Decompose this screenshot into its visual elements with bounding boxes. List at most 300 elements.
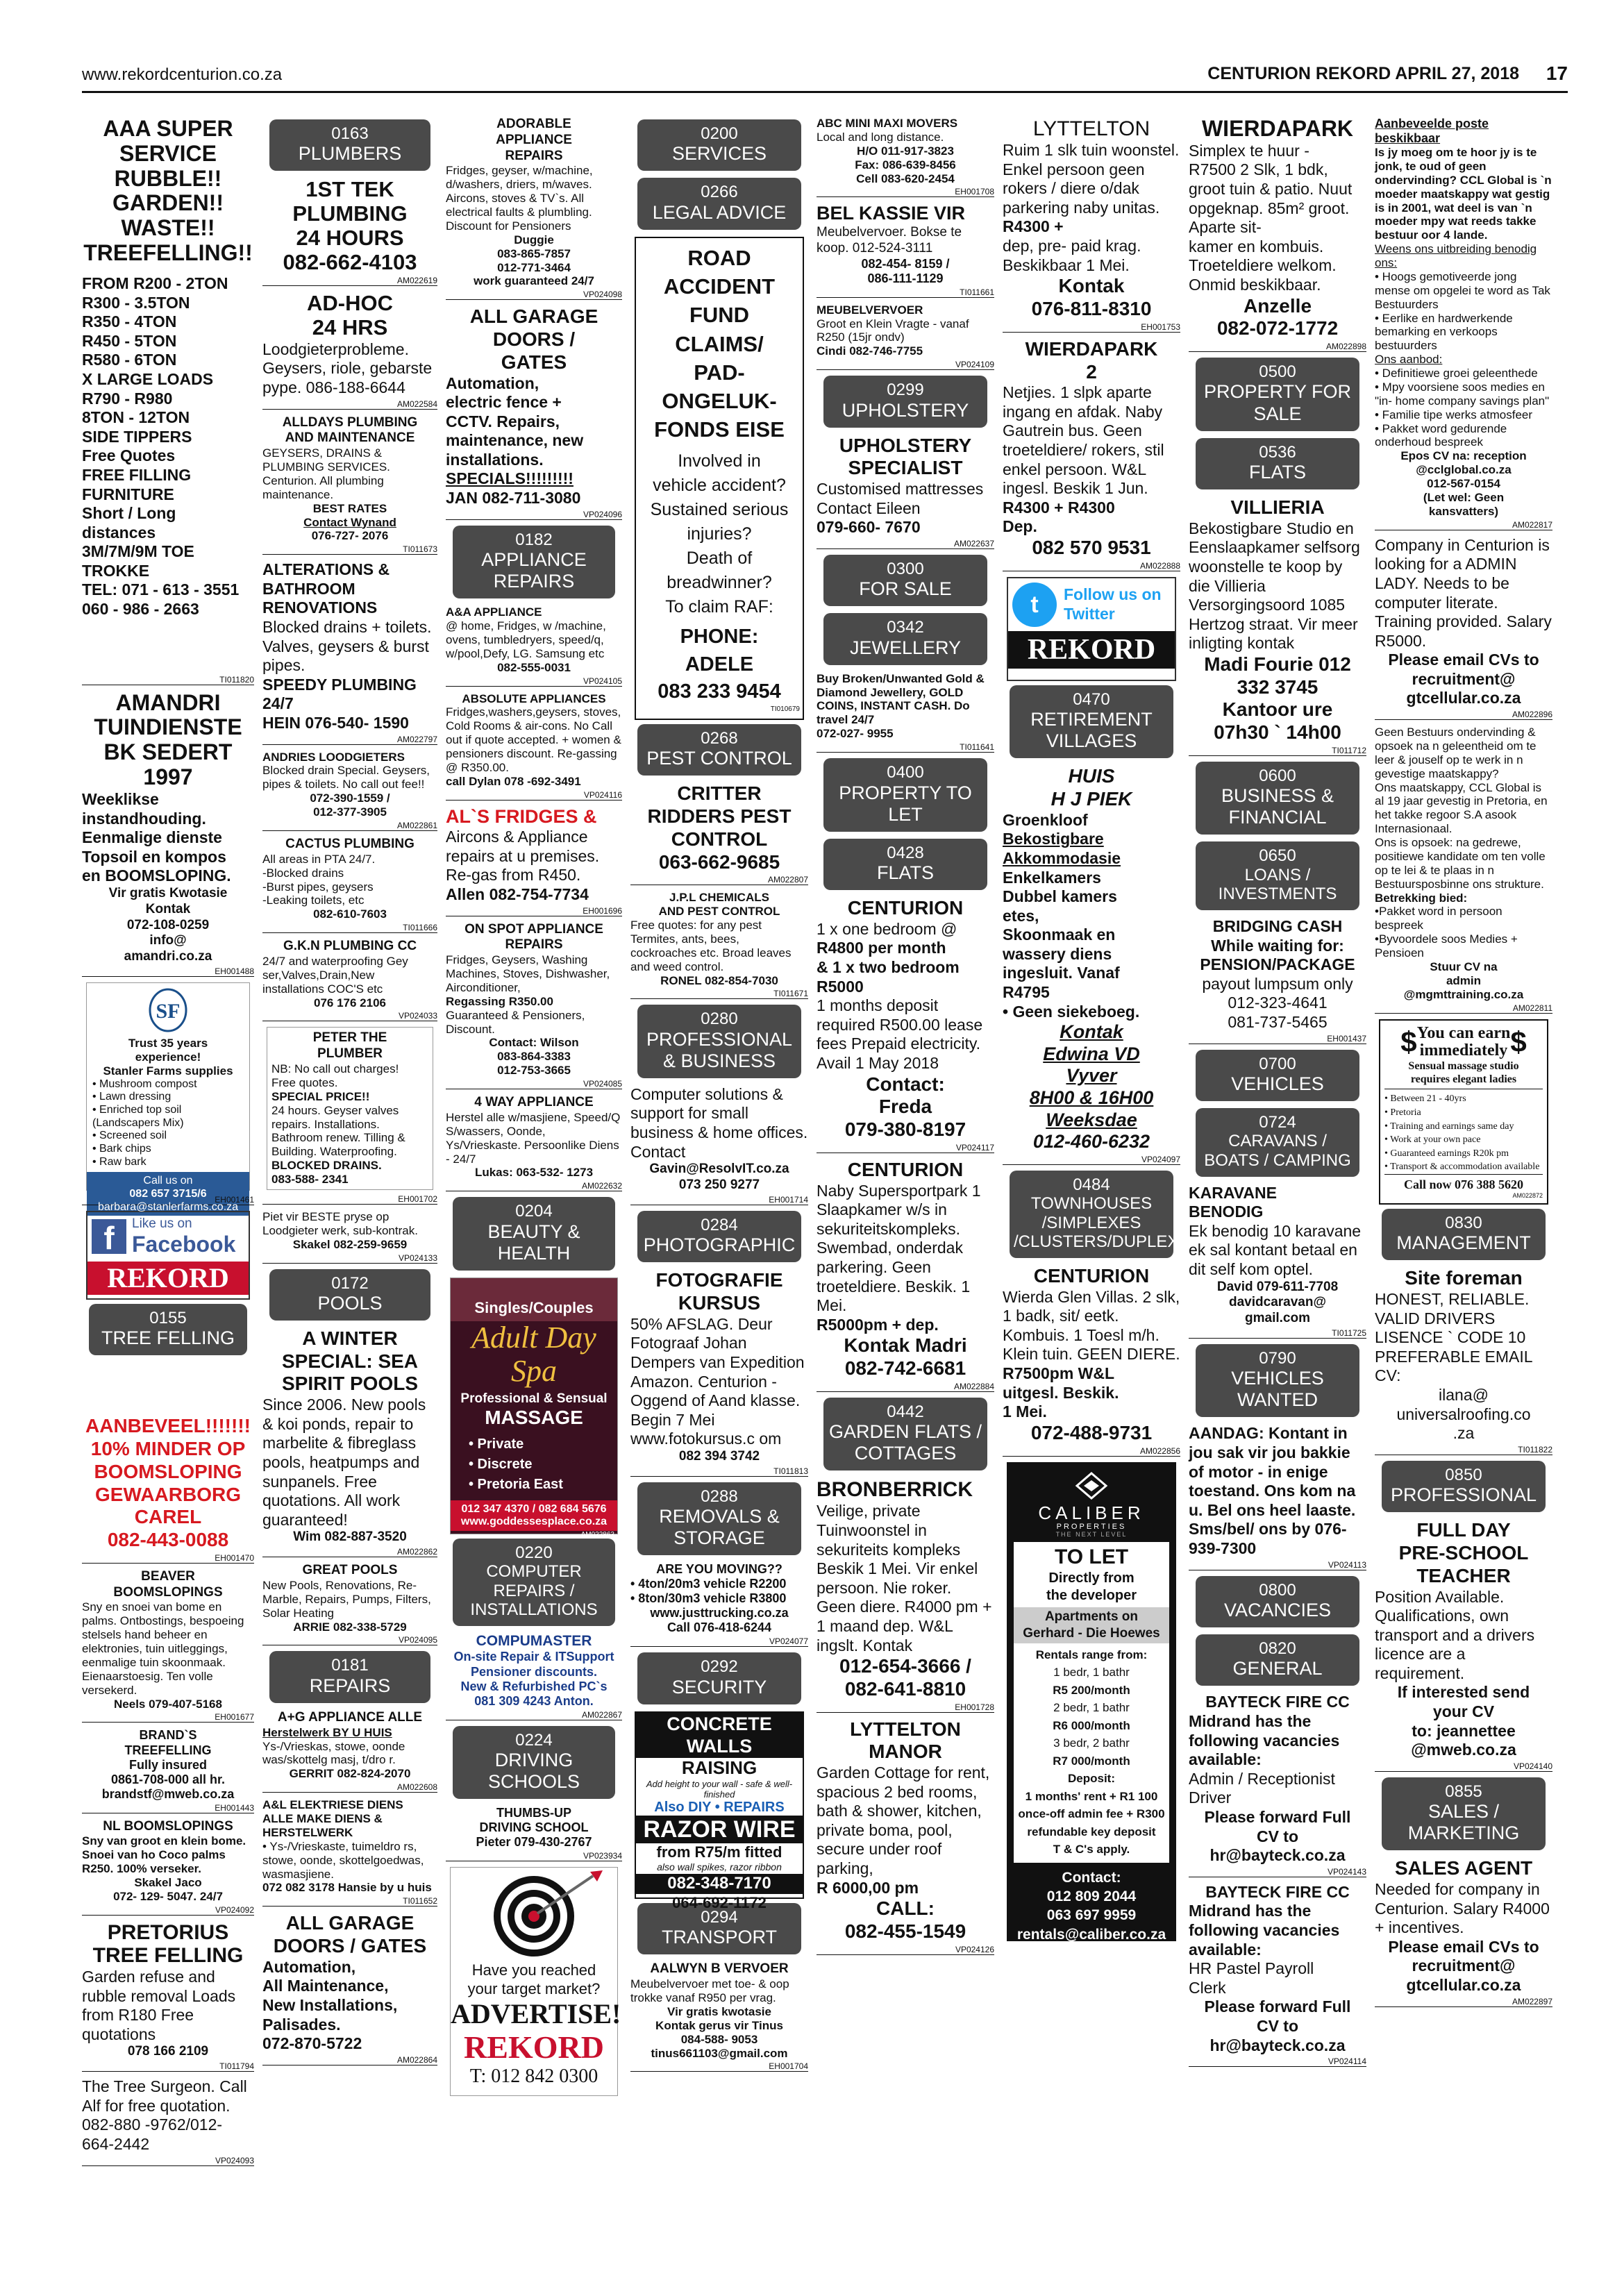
ad-text: refundable key deposit: [1027, 1825, 1156, 1838]
ad-text: AM022966: [1139, 1963, 1173, 1971]
ad-text: 0200: [701, 124, 738, 143]
ad-text: VP024092: [82, 1905, 254, 1916]
ad-text: • Lawn dressing: [92, 1091, 171, 1103]
ad-text: VILLIERIA: [1230, 496, 1325, 518]
ad-text: PEST CONTROL: [646, 748, 792, 769]
ad-text: 072-488-9731: [1030, 1421, 1153, 1443]
ad-text: LOANS / INVESTMENTS: [1218, 865, 1337, 904]
ad-text: gmail.com: [1245, 1311, 1310, 1326]
ad-text: wassery diens: [1003, 944, 1112, 963]
ad-text: CENTURION: [847, 897, 964, 919]
ad-text: SALES / MARKETING: [1407, 1801, 1520, 1844]
ad-text: R5000: [817, 977, 864, 996]
column-8: [1375, 117, 1552, 2283]
ad-text: RAZOR WIRE: [636, 1816, 803, 1844]
ad-text: Please forward Full: [1204, 1997, 1351, 2016]
ad-text: Have you reached: [471, 1961, 596, 1979]
ad-block: [1375, 651, 1552, 708]
ad-text: 0182: [515, 530, 553, 549]
ad-text: 082 570 9531: [1032, 537, 1151, 558]
ad-block: [446, 1036, 622, 1078]
publication-date: CENTURION REKORD APRIL 27, 2018: [1207, 64, 1519, 83]
ad-text: RUBBLE!!: [114, 165, 222, 191]
ad-text: • 4ton/20m3 vehicle R2200: [630, 1577, 787, 1591]
ad-text: 0850: [1445, 1465, 1482, 1484]
ad-text: CV to: [1256, 1827, 1299, 1845]
ad-text: 012 347 4370 / 082 684 5676: [461, 1502, 607, 1515]
ad-text: AM022888: [1003, 561, 1180, 571]
ad-text: BAYTECK FIRE CC: [1205, 1693, 1350, 1711]
ad-text: gtcellular.co.za: [1406, 1976, 1521, 1995]
ad-text: 332 3745: [1237, 676, 1319, 698]
ad-block: [262, 1912, 437, 1958]
ad-text: REPAIRS: [309, 1675, 391, 1696]
ad-text: SPECIAL PRICE!!: [271, 1089, 370, 1103]
ad-text: AM022632: [446, 1181, 622, 1191]
ad-text: R7500pm W&L: [1003, 1364, 1115, 1383]
ad-text: PRE-SCHOOL: [1398, 1542, 1529, 1564]
ad-text: Directly from: [1048, 1570, 1135, 1586]
ad-text: BLOCKED DRAINS.: [271, 1159, 382, 1173]
ad-text: 012 809 2044: [1046, 1888, 1137, 1904]
ad-text: 0650: [1259, 846, 1296, 866]
ad-text: 082-072-1772: [1216, 317, 1339, 340]
ad-text: APPLIANCE: [496, 132, 572, 147]
ad-text: en BOOMSLOPING.: [82, 866, 231, 885]
ad-text: X LARGE LOADS: [82, 369, 214, 388]
ad-text: Call us on: [143, 1174, 193, 1187]
ad-text: injuries?: [687, 524, 752, 544]
ad-text: admin: [1446, 973, 1482, 987]
ad-text: Computer solutions & support for small business & home offices. Contact: [630, 1084, 808, 1161]
ad-text: TI011671: [630, 989, 808, 999]
ad-block: [1189, 1997, 1366, 2055]
ad-text: 0855: [1445, 1782, 1482, 1801]
ad-text: DRIVING SCHOOLS: [487, 1750, 580, 1793]
ad-text: CONCRETE WALLS: [636, 1713, 803, 1758]
ad-text: ONGELUK-: [662, 388, 777, 413]
ad-text: ingesluit. Vanaf: [1003, 964, 1120, 982]
ad-block: [1003, 811, 1180, 1022]
ad-text: REMOVALS & STORAGE: [659, 1506, 780, 1549]
ad-text: TI011813: [630, 1466, 808, 1477]
ad-text: BUSINESS & FINANCIAL: [1221, 785, 1334, 828]
ad-text: WIERDAPARK: [1201, 116, 1354, 141]
ad-text: CV to: [1256, 2016, 1299, 2035]
ad-text: AM022863: [580, 1530, 614, 1539]
category-0700: [1196, 1050, 1359, 1101]
ad-text: 083-865-7857: [497, 246, 571, 260]
ad-text: THE NEXT LEVEL: [1055, 1531, 1128, 1539]
ad-block: [1375, 1938, 1552, 1995]
ad-text: 0280: [701, 1009, 738, 1029]
ad-text: 4 WAY APPLIANCE: [474, 1095, 594, 1110]
ad-text: Pensioner discounts.: [470, 1664, 598, 1679]
ad-text: www.goddessesplace.co.za: [460, 1515, 608, 1527]
ad-text: • Enriched top soil: [92, 1103, 182, 1116]
ad-block: [1375, 960, 1552, 1002]
ad-text: R6 000/month: [1053, 1718, 1130, 1732]
ad-block: [1189, 917, 1366, 975]
ad-text: 076-811-8310: [1031, 298, 1152, 319]
ad-text: LYTTELTON: [1032, 117, 1150, 140]
ad-text: SALES AGENT: [1394, 1857, 1533, 1879]
ad-text: VEHICLES WANTED: [1231, 1368, 1324, 1411]
ad-text: 064-692-1172: [672, 1894, 767, 1912]
ad-text: Ys-/Vrieskas, stowe, oonde was/skottelg masj, t/dro r.: [262, 1739, 405, 1767]
ad-text: 07h30 ` 14h00: [1214, 721, 1341, 744]
ad-text: Kontak: [1058, 275, 1125, 297]
ad-block: [1189, 1770, 1366, 1808]
ad-block: [817, 117, 994, 185]
ad-text: Contact:: [866, 1073, 945, 1095]
ad-text: TI011712: [1189, 746, 1366, 756]
ad-text: 079-660- 7670: [817, 518, 921, 537]
ad-text: SPEEDY PLUMBING: [262, 675, 417, 694]
ad-text: PLUMBERS: [298, 143, 402, 165]
ad-block: [1003, 1021, 1180, 1153]
ad-text: Blocked drains + toilets. Valves, geysers & burst pipes.: [262, 618, 432, 675]
column-4: [630, 117, 808, 2283]
ad-block: [1417, 1025, 1511, 1059]
ad-block: [630, 1162, 808, 1193]
ad-text: GERRIT 082-824-2070: [289, 1767, 411, 1781]
ad-text: Contact: Wilson: [489, 1036, 579, 1050]
ad-text: BK SEDERT: [103, 739, 233, 765]
ad-text: Vir gratis Kwotasie: [108, 885, 228, 900]
category-0163: [269, 119, 430, 171]
ad-text: PROFESSIONAL & BUSINESS: [646, 1028, 793, 1071]
ad-text: COMPUMASTER: [476, 1632, 592, 1649]
ad-text: EH001461: [82, 1195, 254, 1205]
ad-text: FROM R200 - 2TON: [82, 274, 228, 292]
ad-text: 0428: [887, 843, 924, 862]
ad-block: [630, 891, 808, 919]
ad-text: 072-870-5722: [262, 2034, 362, 2053]
ad-block: [87, 983, 249, 1037]
ad-text: SERVICES: [671, 143, 767, 165]
ad-text: 072-027- 9955: [817, 727, 894, 741]
ad-text: 082-742-6681: [844, 1357, 966, 1380]
ad-text: Garden Cottage for rent, spacious 2 bed rooms, bath & shower, kitchen, private boma, pool, secure under roof parking,: [817, 1763, 990, 1878]
ad-text: installations.: [446, 450, 544, 469]
category-0800: [1196, 1576, 1359, 1627]
ad-text: 0300: [887, 559, 924, 578]
ad-text: Death of: [686, 548, 753, 569]
ad-text: Palisades.: [262, 2015, 341, 2034]
ad-block: [1189, 295, 1366, 341]
ad-text: distances: [82, 523, 156, 542]
ad-block: [1003, 498, 1180, 560]
ad-text: Topsoil en kompos: [82, 847, 226, 866]
ad-text: TREE FELLING: [92, 1944, 244, 1968]
ad-text: Cindi 082-746-7755: [817, 344, 923, 358]
ad-text: LEGAL ADVICE: [652, 201, 787, 223]
ad-block: [82, 1362, 254, 1415]
ad-text: JEWELLERY: [849, 637, 962, 658]
ad-text: immediately: [1419, 1041, 1508, 1059]
ad-text: Facebook: [132, 1231, 236, 1257]
ad-text: SERVICE: [119, 140, 217, 166]
ad-block: [1375, 270, 1552, 353]
ad-adult-day-spa: [450, 1277, 618, 1539]
ad-text: ON SPOT APPLIANCE: [464, 921, 603, 937]
ad-text: Like us on: [132, 1216, 192, 1231]
ad-text: Veilige, private Tuinwoonstel in sekuriteits kompleks Beskik 1 Mei. Vir enkel persoon. Nie roker. Geen diere. R4000 pm + 1 maand dep. W&L ingslt. Kontak: [817, 1502, 992, 1654]
ad-text: CLAIMS/: [675, 331, 764, 356]
ad-block: [446, 233, 622, 289]
ad-text: PLUMBER: [317, 1046, 383, 1062]
ad-text: 0600: [1259, 766, 1296, 785]
ad-block: [1375, 449, 1552, 518]
ad-text: Singles/Couples: [451, 1278, 617, 1321]
ad-block: [1014, 1607, 1169, 1643]
ad-text: 0700: [1259, 1054, 1296, 1073]
ad-block: [1014, 1646, 1169, 1859]
ad-block: [1189, 1959, 1366, 1997]
ad-text: 082 394 3742: [678, 1448, 760, 1464]
ad-block: [82, 1569, 254, 1601]
ad-text: Skoonmaak en: [1003, 925, 1116, 944]
ad-block: [262, 292, 437, 340]
category-0536: [1196, 438, 1359, 489]
ad-text: AM022584: [262, 399, 437, 410]
ad-text: maintenance, new: [446, 431, 584, 450]
ad-text: VP024116: [446, 790, 622, 801]
ad-text: UPHOLSTERY: [839, 434, 972, 456]
ad-text: 060 - 986 - 2663: [82, 600, 199, 619]
ad-block: [1375, 367, 1552, 449]
ad-text: Also DIY • REPAIRS: [654, 1799, 785, 1815]
ad-block: [817, 920, 994, 996]
ad-text: JAN 082-711-3080: [446, 489, 581, 508]
column-5: [817, 117, 994, 2283]
ad-block: [630, 1269, 808, 1315]
ad-text: AM022637: [817, 539, 994, 549]
ad-text: 078 166 2109: [127, 2044, 209, 2059]
ad-text: Skakel 082-259-9659: [292, 1237, 408, 1251]
ad-text: BOOMSLOPING: [94, 1460, 242, 1482]
ad-text: Free quotes: for any pest Termites, ants, bees, cockroaches etc. Broad leaves and weed control.: [630, 919, 792, 973]
ad-block: [446, 117, 622, 164]
ad-text: Twitter: [1064, 604, 1115, 623]
ad-block: [271, 1062, 428, 1187]
ad-text: R4795: [1003, 983, 1050, 1002]
category-0172: [269, 1269, 430, 1321]
ad-block: [1375, 905, 1552, 960]
ad-text: 012-753-3665: [497, 1064, 571, 1078]
ad-text: your CV: [1432, 1702, 1495, 1721]
ad-block: [1375, 1386, 1552, 1443]
ad-block: [126, 1216, 235, 1257]
ad-text: davidcaravan@: [1229, 1295, 1326, 1310]
ad-text: recruitment@: [1412, 1956, 1516, 1975]
ad-text: Deposit:: [1068, 1772, 1115, 1786]
ad-text: TI011652: [262, 1896, 437, 1907]
ad-text: FUND: [689, 303, 750, 328]
ad-text: • Familie tipe werks atmosfeer: [1375, 408, 1533, 421]
ad-text: VP024117: [817, 1143, 994, 1153]
ad-block: [451, 1961, 617, 1998]
ad-text: R7500 2 Slk, 1 bdk, groot tuin & patio. Nuut opgeknap. 85m² groot. Aparte sit-: [1189, 160, 1353, 237]
ad-text: PROPERTY FOR SALE: [1203, 381, 1352, 424]
ad-text: 082-454- 8159 /: [861, 256, 950, 271]
ad-text: 072-390-1559 /: [310, 791, 390, 805]
ad-text: SECURITY: [671, 1676, 767, 1698]
ad-sensual-massage: [1379, 1019, 1548, 1205]
ad-text: AALWYN B VERVOER: [650, 1961, 789, 1977]
ad-text: PHONE:: [680, 626, 759, 648]
ad-block: [82, 1728, 254, 1801]
ad-text: REKORD: [1008, 631, 1175, 669]
ad-text: ADVERTISE!: [451, 1998, 621, 2030]
ad-text: AM022608: [262, 1782, 437, 1793]
svg-text:SF: SF: [156, 999, 181, 1023]
ad-text: BRONBERRICK: [817, 1478, 973, 1502]
ad-text: 082-443-0088: [107, 1529, 229, 1551]
ad-block: [262, 1958, 437, 2054]
ad-twitter-rekord: [1007, 577, 1176, 681]
ad-advertise-rekord: [450, 1867, 621, 2096]
ad-block: [1007, 1462, 1176, 1503]
category-0266: [637, 178, 801, 229]
ad-text: EH001753: [1003, 322, 1180, 333]
ad-text: CALIBER: [1038, 1502, 1145, 1523]
column-1: [82, 117, 254, 2283]
ad-text: ALLE MAKE DIENS &: [262, 1812, 383, 1826]
ad-text: Position Available. Qualifications, own transport and a drivers licence are a requirement.: [1375, 1587, 1535, 1682]
ad-text: WASTE!!: [121, 215, 215, 241]
ad-text: VP024109: [817, 360, 994, 370]
ad-text: HR Pastel Payroll: [1189, 1959, 1314, 1978]
ad-text: BAYTECK FIRE CC: [1205, 1882, 1350, 1901]
caliber-logo: [1074, 1472, 1109, 1500]
ad-text: Anzelle: [1243, 294, 1312, 317]
ad-block: [1375, 117, 1552, 146]
ad-text: Ons aanbod:: [1375, 353, 1443, 367]
ad-block: [1003, 765, 1180, 811]
ad-text: -Leaking toilets, etc: [262, 894, 365, 907]
ad-text: EH001677: [82, 1712, 254, 1723]
ad-text: CONTROL: [671, 828, 768, 850]
category-0280: [637, 1005, 801, 1078]
ad-text: 1 bedr, 1 bathr: [1053, 1666, 1130, 1679]
ad-text: The Tree Surgeon. Call Alf for free quotation. 082-880 -9762/012-664-2442: [82, 2077, 247, 2153]
ad-text: TI011641: [817, 742, 994, 753]
ad-text: Kontak: [1060, 1021, 1123, 1043]
page-header: [82, 61, 1568, 93]
ad-text: R350 - 4TON: [82, 312, 177, 331]
ad-text: 0342: [887, 618, 924, 637]
ad-text: UPHOLSTERY: [842, 399, 969, 421]
ad-text: 079-380-8197: [844, 1118, 966, 1141]
ad-text: 076 176 2106: [314, 996, 386, 1009]
ad-text: A&A APPLIANCE: [446, 605, 542, 619]
ad-text: R790 - R980: [82, 389, 173, 408]
ad-text: 0724: [1259, 1112, 1296, 1132]
ad-text: NL BOOMSLOPINGS: [103, 1818, 233, 1834]
ad-text: New Pools, Renovations, Re-Marble, Repairs, Pumps, Filters, Solar Heating: [262, 1578, 431, 1620]
ad-text: Buy Broken/Unwanted Gold & Diamond Jewellery, GOLD COINS, INSTANT CASH. Do travel 24/7: [817, 671, 985, 727]
ad-text: 0181: [331, 1656, 369, 1675]
ad-text: Cell 083-620-2454: [856, 171, 955, 185]
ad-text: AMANDRI: [115, 689, 221, 715]
ad-text: • Transport & accommodation available: [1384, 1162, 1540, 1173]
category-0220: [453, 1539, 615, 1626]
category-0790: [1196, 1344, 1359, 1417]
ad-text: TI011666: [262, 923, 437, 933]
ad-text: EH001702: [262, 1194, 437, 1205]
ad-text: 24 HRS: [312, 315, 388, 340]
ad-text: Stuur CV na: [1430, 960, 1498, 973]
ad-road-accident-fund: [635, 237, 804, 720]
ad-text: 0284: [701, 1215, 738, 1234]
ad-text: Meubelvervoer met toe- & oop trokke vanaf R950 per vrag.: [630, 1977, 789, 2004]
ad-text: -Burst pipes, geysers: [262, 880, 374, 894]
ad-text: EH001704: [630, 2061, 808, 2072]
ad-text: DOORS / GATES: [273, 1935, 427, 1957]
ad-text: GENERAL: [1232, 1658, 1323, 1679]
ad-text: FONDS EISE: [654, 417, 785, 442]
ad-text: VACANCIES: [1223, 1599, 1332, 1620]
ad-text: VP023934: [446, 1851, 622, 1861]
ad-block: [262, 560, 437, 618]
ad-text: Simplex te huur -: [1189, 141, 1309, 160]
category-0288: [637, 1482, 801, 1555]
ad-text: DOORS /: [492, 328, 576, 351]
ad-text: Gavin@ResolvIT.co.za: [649, 1162, 789, 1177]
ad-text: 0800: [1259, 1580, 1296, 1600]
ad-text: 0470: [1073, 689, 1110, 709]
ad-text: Free quotes.: [271, 1075, 338, 1089]
ad-text: @mgmttraining.co.za: [1403, 987, 1524, 1001]
ad-block: [451, 1434, 617, 1495]
ad-aaa-body: [82, 274, 254, 619]
ad-text: EH001696: [446, 906, 622, 916]
ad-text: recruitment@: [1412, 669, 1516, 688]
ad-text: R300 - 3.5TON: [82, 293, 190, 312]
ad-block: [1375, 1519, 1552, 1587]
ad-text: 0266: [701, 183, 738, 202]
category-0200: [637, 119, 801, 171]
ad-text: ARRIE 082-338-5729: [293, 1620, 407, 1634]
ad-text: barbara@stanlerfarms.co.za: [97, 1200, 239, 1213]
ad-text: BEAUTY & HEALTH: [487, 1221, 580, 1264]
ad-text: • Mpy voorsiene soos medies en "in- home company savings plan": [1375, 380, 1550, 408]
ad-text: Epos CV na: reception: [1400, 449, 1527, 463]
ad-text: EH001488: [82, 966, 254, 977]
ad-text: REPAIRS: [505, 148, 563, 163]
ad-text: 0820: [1259, 1639, 1296, 1658]
ad-text: Lukas: 063-532- 1273: [474, 1166, 594, 1180]
ad-text: H/O 011-917-3823: [857, 144, 954, 158]
ad-block: [1003, 1364, 1180, 1422]
ad-text: BEST RATES: [312, 501, 387, 515]
ad-text: Contact:: [1062, 1869, 1121, 1886]
ad-text: Weeklikse: [82, 789, 159, 808]
ad-block: [446, 922, 622, 954]
ad-text: AANDAG: Kontant in jou sak vir jou bakkie of motor - in enige toestand. Ons kom na u. Bel ons heel laaste. Sms/bel/ ons by 076-939-7300: [1189, 1424, 1356, 1557]
ad-text: 012-567-0154: [1427, 477, 1500, 491]
ad-text: • Raw bark: [92, 1155, 147, 1168]
ad-block: [446, 1806, 622, 1850]
ad-text: R5000pm + dep.: [817, 1315, 939, 1334]
ad-text: TROKKE: [82, 561, 150, 580]
ad-text: RETIREMENT VILLAGES: [1030, 709, 1153, 752]
ad-text: VP024105: [446, 676, 622, 687]
ad-text: 10% MINDER OP: [90, 1438, 246, 1460]
category-0442: [823, 1398, 987, 1470]
